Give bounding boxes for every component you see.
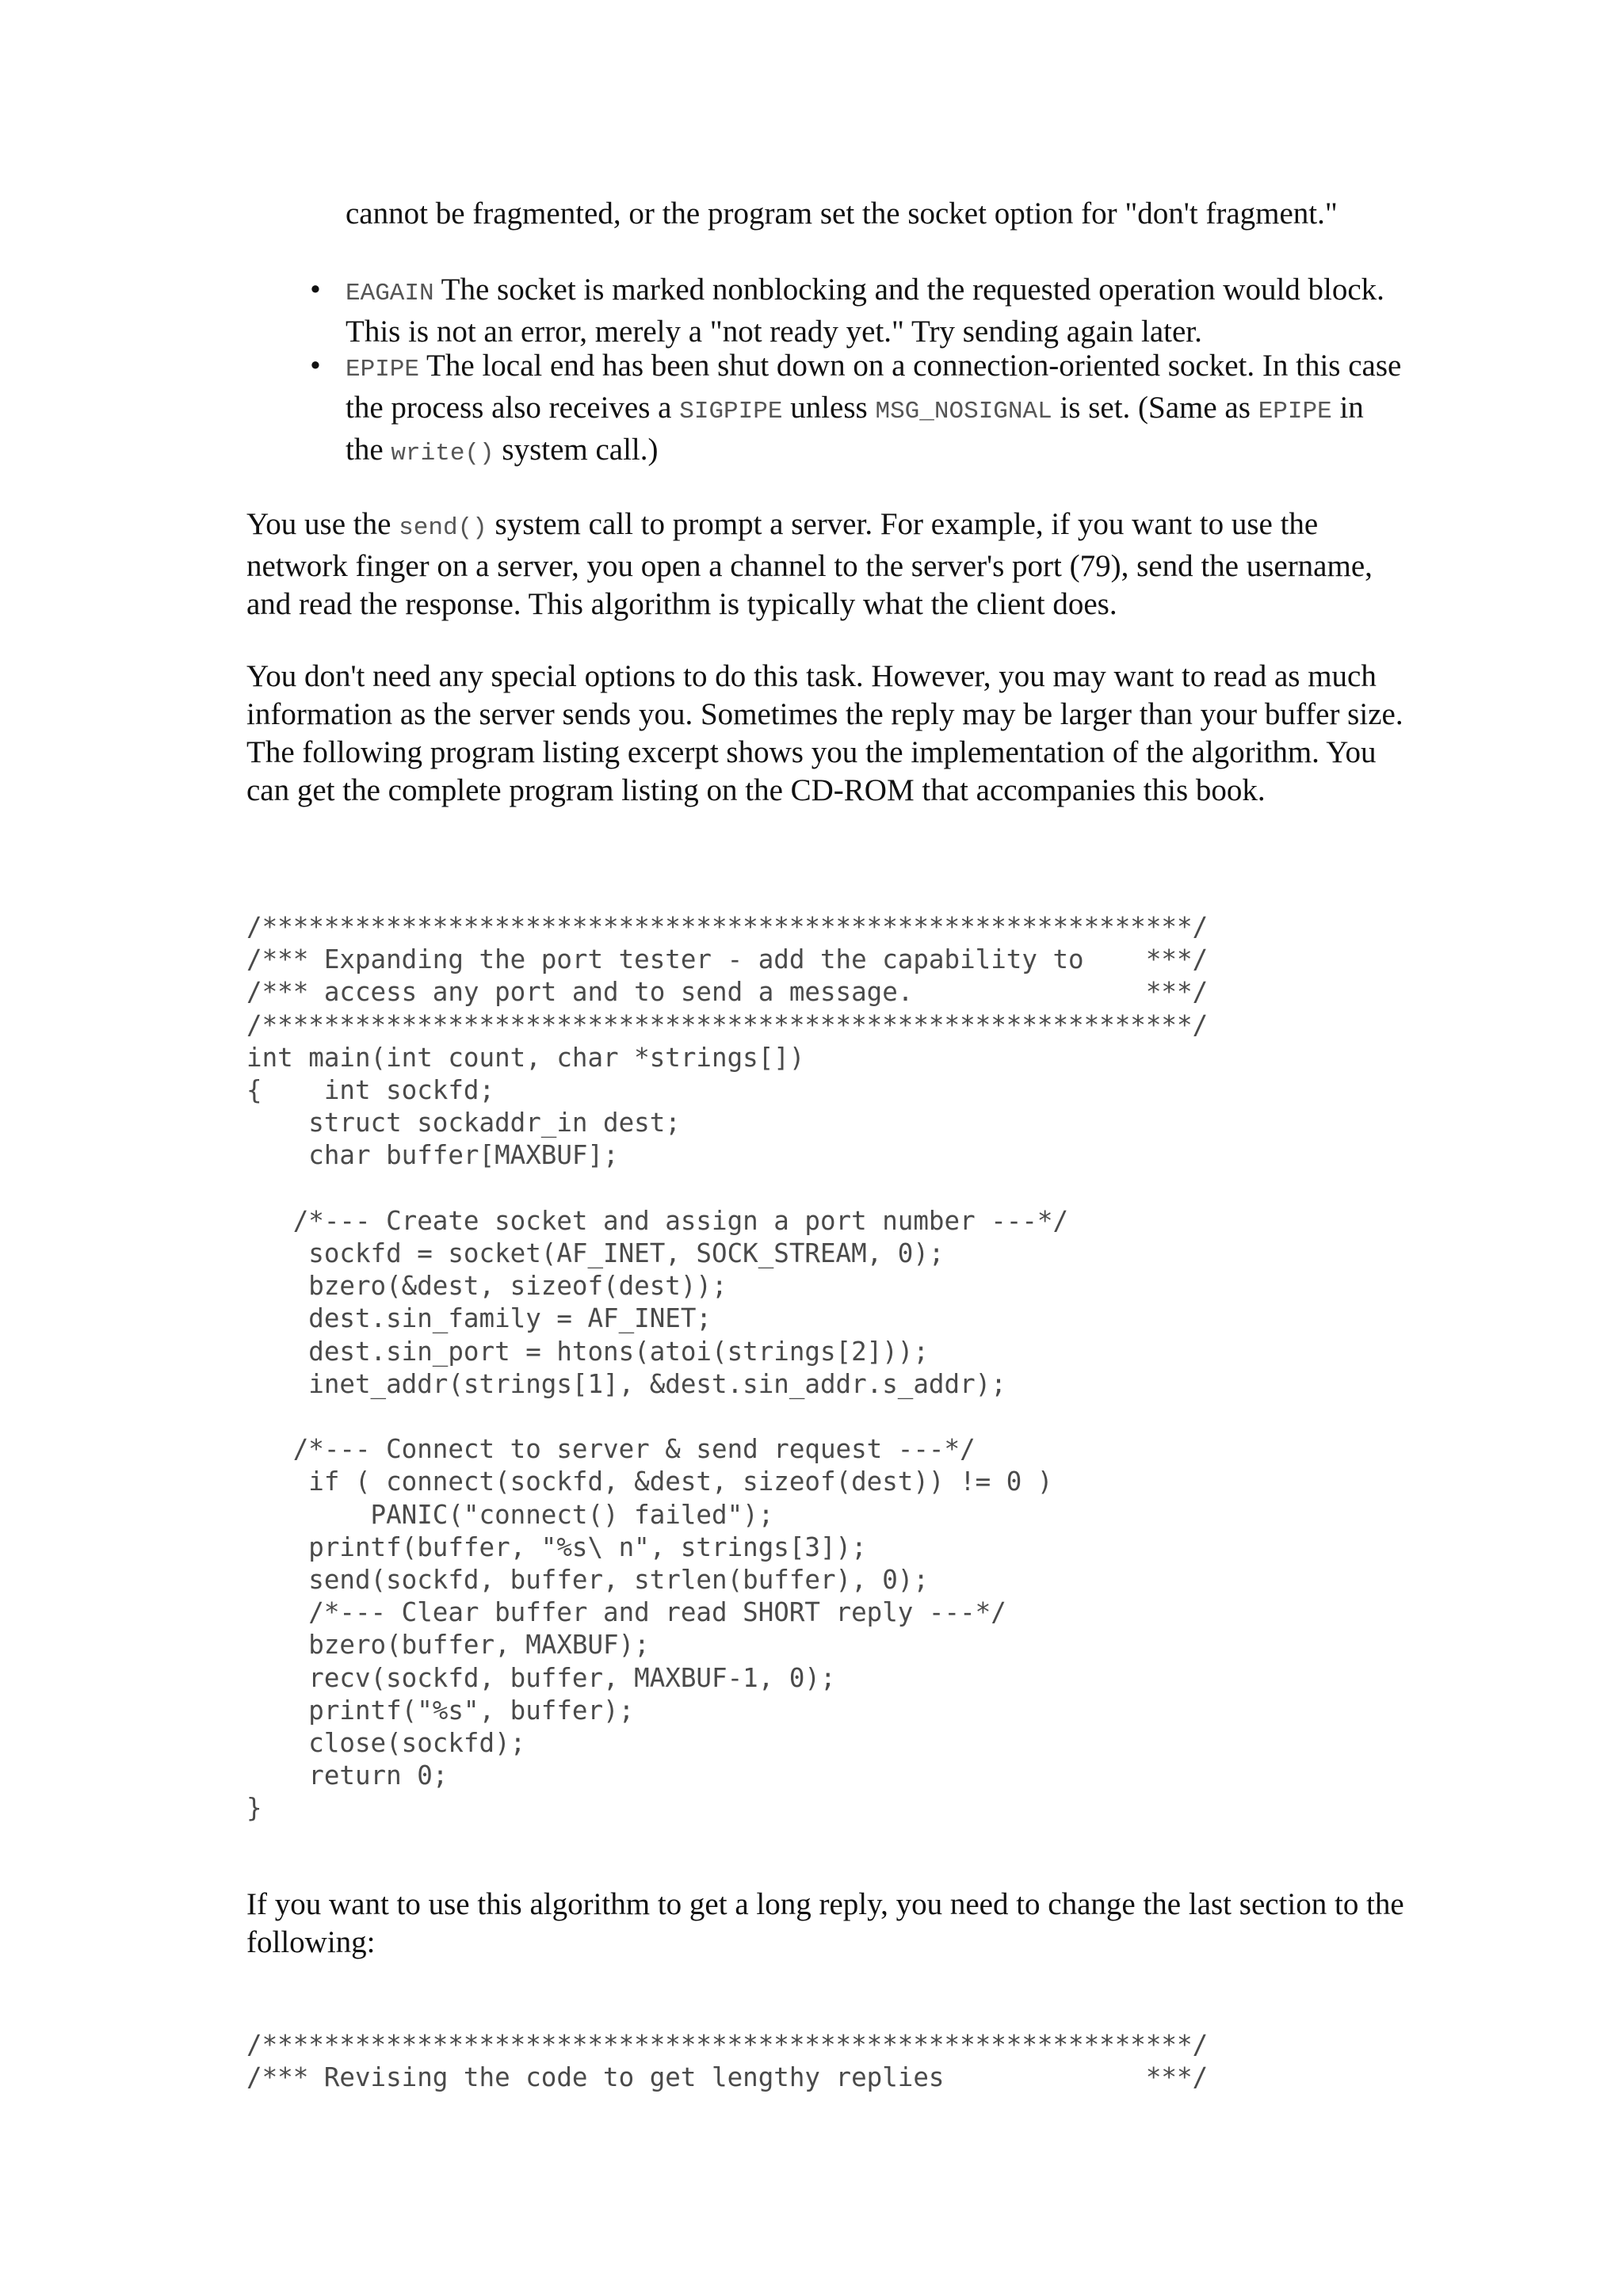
epipe-description-4: in the — [346, 391, 1364, 467]
paragraph-send — [246, 505, 1411, 624]
msg-nosignal-code: MSG_NOSIGNAL — [875, 398, 1052, 425]
paragraph-long-reply — [246, 1886, 1411, 1962]
epipe-description-1: The local end has been shut down on a connection-oriented socket. In this case the process also receives a — [346, 349, 1402, 425]
paragraph-options-text: You don't need any special options to do this task. However, you may want to read as much information as the server sends you. Sometimes the reply may be larger than your buffer size. The following program listing excerpt shows you the implementation of the algorithm. You can get the complete program listing on the CD-ROM that accompanies this book. — [246, 659, 1403, 807]
code-listing-port-tester — [246, 912, 1208, 1826]
epipe-code-inline: EPIPE — [1258, 398, 1332, 425]
epipe-description-5: system call.) — [494, 433, 659, 467]
epipe-description-3: is set. (Same as — [1052, 391, 1258, 425]
epipe-description-2: unless — [782, 391, 876, 425]
paragraph-options — [246, 658, 1411, 810]
paragraph-send-text-2: system call to prompt a server. For example, if you want to use the network finger on a server, you open a channel to the server's port (79), send the username, and read the response. This algorithm is typically what the client does. — [246, 507, 1373, 621]
bullet-epipe — [310, 347, 1407, 473]
write-code: write() — [391, 440, 495, 467]
continuation-text — [346, 195, 1407, 233]
code-listing-port-tester-content: /************************************************************/ /*** Expanding the port tester - add the capability to ***/ /*** access any port and to send a message. ***/ /************************************************************/ int main(int count, char *strings[]) { int sockfd; struct sockaddr_in dest; char buffer[MAXBUF]; /*--- Create socket and assign a port number ---*/ sockfd = socket(AF_INET, SOCK_STREAM, 0); bzero(&dest, sizeof(dest)); dest.sin_family = AF_INET; dest.sin_port = htons(atoi(strings[2])); inet_addr(strings[1], &dest.sin_addr.s_addr); /*--- Connect to server & send request ---*/ if ( connect(sockfd, &dest, sizeof(dest)) != 0 ) PANIC("connect() failed"); printf(buffer, "%s\ n", strings[3]); send(sockfd, buffer, strlen(buffer), 0); /*--- Clear buffer and read SHORT reply ---*/ bzero(buffer, MAXBUF); recv(sockfd, buffer, MAXBUF-1, 0); printf("%s", buffer); close(sockfd); return 0; } — [246, 912, 1209, 1824]
sigpipe-code: SIGPIPE — [679, 398, 783, 425]
bullet-eagain — [310, 271, 1407, 351]
eagain-description: The socket is marked nonblocking and the requested operation would block. This is not an error, merely a "not ready yet." Try sending again later. — [346, 273, 1384, 349]
paragraph-send-text-1: You use the — [246, 507, 399, 541]
send-code: send() — [399, 514, 487, 542]
code-listing-lengthy-replies — [246, 2030, 1208, 2095]
bullet-symbol: • — [310, 273, 321, 307]
bullet-symbol: • — [310, 349, 321, 383]
epipe-code: EPIPE — [346, 356, 420, 383]
paragraph-long-reply-text: If you want to use this algorithm to get a long reply, you need to change the last section to the following: — [246, 1887, 1404, 1959]
code-listing-lengthy-replies-content: /************************************************************/ /*** Revising the code to get lengthy replies ***/ — [246, 2030, 1209, 2093]
continuation-text-content: cannot be fragmented, or the program set the socket option for "don't fragment." — [346, 196, 1338, 231]
eagain-code: EAGAIN — [346, 280, 434, 307]
